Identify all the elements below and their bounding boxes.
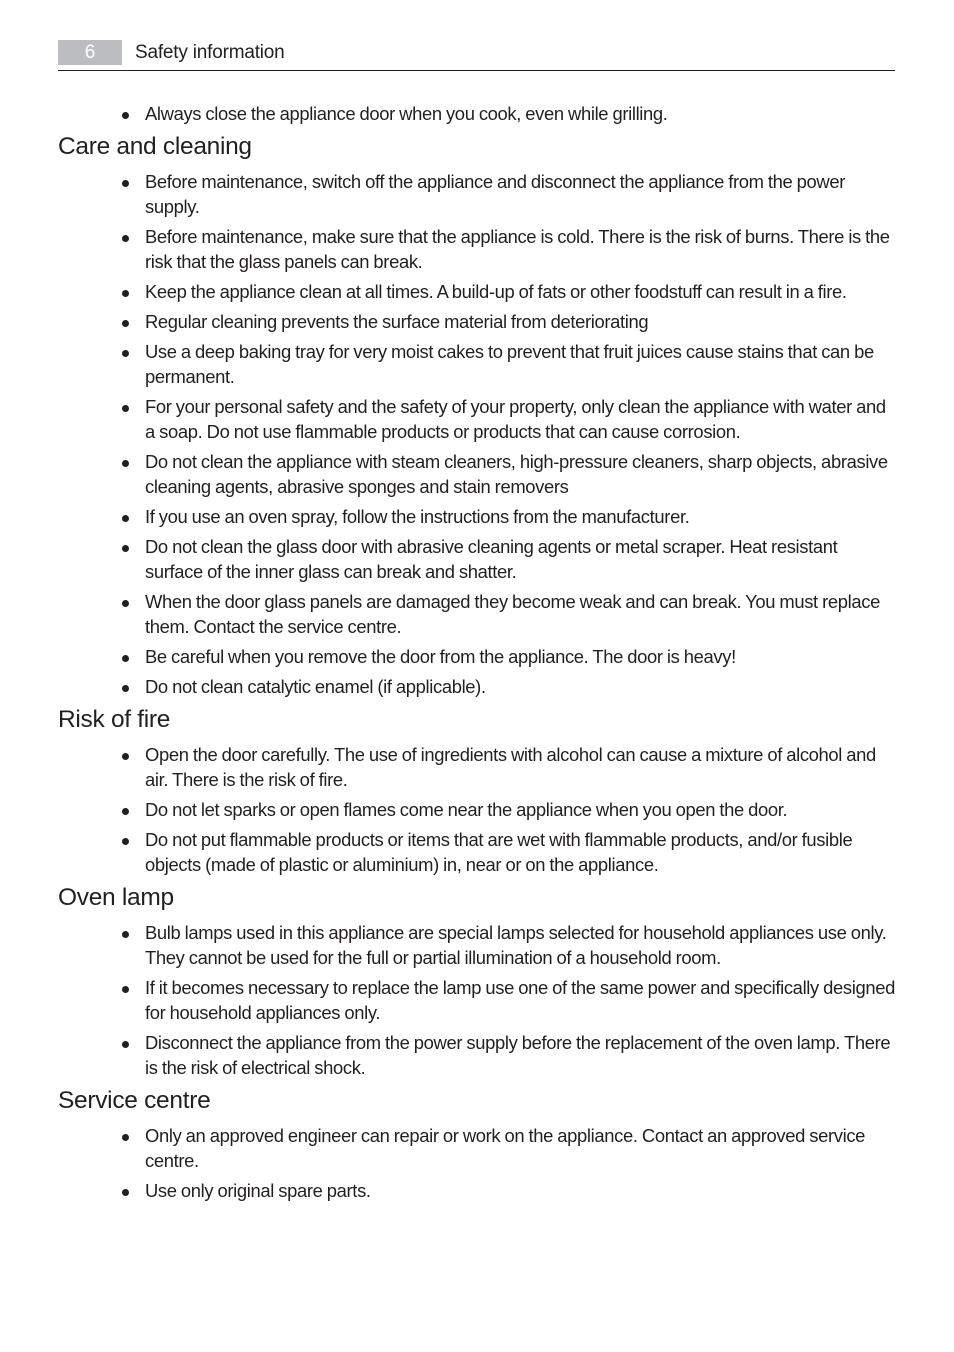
list-item [58,449,898,499]
bullet-icon [122,460,129,467]
page-content [58,101,898,1208]
list-item-text: When the door glass panels are damaged they become weak and can break. You must replace them. Contact the service centre. [145,591,880,637]
bullet-icon [122,1041,129,1048]
list-item [58,674,898,699]
bullet-icon [122,986,129,993]
list-item [58,1178,898,1203]
bullet-icon [122,180,129,187]
list-item-text: Do not let sparks or open flames come near the appliance when you open the door. [145,799,788,820]
list-item [58,339,898,389]
service-centre-list [58,1123,898,1203]
bullet-icon [122,1189,129,1196]
bullet-icon [122,655,129,662]
bullet-icon [122,1134,129,1141]
page-number: 6 [58,40,122,65]
list-item-text: If it becomes necessary to replace the lamp use one of the same power and specifically designed for household appliances only. [145,977,895,1023]
bullet-icon [122,350,129,357]
bullet-icon [122,320,129,327]
list-item [58,504,898,529]
list-item [58,309,898,334]
list-item [58,169,898,219]
list-item [58,224,898,274]
risk-of-fire-list [58,742,898,877]
list-item [58,920,898,970]
bullet-icon [122,808,129,815]
list-item [58,589,898,639]
bullet-icon [122,112,129,119]
bullet-icon [122,600,129,607]
bullet-icon [122,290,129,297]
list-item [58,644,898,669]
list-item-text: For your personal safety and the safety of your property, only clean the appliance with water and a soap. Do not use flammable products or products that can cause corrosion. [145,396,886,442]
list-item [58,1123,898,1173]
list-item [58,797,898,822]
list-item-text: Use only original spare parts. [145,1180,371,1201]
list-item-text: Do not clean the appliance with steam cleaners, high-pressure cleaners, sharp objects, abrasive cleaning agents, abrasive sponges and stain removers [145,451,888,497]
list-item-text: Do not clean the glass door with abrasive cleaning agents or metal scraper. Heat resistant surface of the inner glass can break and shatter. [145,536,838,582]
list-item-text: Keep the appliance clean at all times. A build-up of fats or other foodstuff can result in a fire. [145,281,847,302]
list-item [58,975,898,1025]
care-and-cleaning-list [58,169,898,699]
header-title: Safety information [135,42,285,63]
list-item-text: Bulb lamps used in this appliance are special lamps selected for household appliances use only. They cannot be used for the full or partial illumination of a household room. [145,922,887,968]
list-item-text: Regular cleaning prevents the surface material from deteriorating [145,311,649,332]
page-header [58,40,895,71]
intro-list [58,101,898,126]
list-item [58,534,898,584]
bullet-icon [122,405,129,412]
list-item-text: Open the door carefully. The use of ingredients with alcohol can cause a mixture of alcohol and air. There is the risk of fire. [145,744,876,790]
list-item-text: Only an approved engineer can repair or work on the appliance. Contact an approved service centre. [145,1125,866,1171]
bullet-icon [122,685,129,692]
bullet-icon [122,235,129,242]
section-heading-risk-of-fire: Risk of fire [58,706,171,733]
list-item-text: If you use an oven spray, follow the instructions from the manufacturer. [145,506,690,527]
list-item [58,742,898,792]
list-item-text: Do not clean catalytic enamel (if applicable). [145,676,486,697]
list-item-text: Always close the appliance door when you cook, even while grilling. [145,103,668,124]
list-item [58,394,898,444]
list-item [58,101,898,126]
list-item-text: Be careful when you remove the door from the appliance. The door is heavy! [145,646,736,667]
list-item [58,279,898,304]
list-item-text: Do not put flammable products or items that are wet with flammable products, and/or fusible objects (made of plastic or aluminium) in, near or on the appliance. [145,829,853,875]
section-heading-oven-lamp: Oven lamp [58,884,174,911]
oven-lamp-list [58,920,898,1080]
bullet-icon [122,931,129,938]
bullet-icon [122,838,129,845]
bullet-icon [122,753,129,760]
list-item-text: Before maintenance, switch off the appliance and disconnect the appliance from the power supply. [145,171,845,217]
list-item-text: Disconnect the appliance from the power supply before the replacement of the oven lamp. There is the risk of electrical shock. [145,1032,891,1078]
bullet-icon [122,515,129,522]
list-item [58,827,898,877]
section-heading-service-centre: Service centre [58,1087,211,1114]
list-item [58,1030,898,1080]
section-heading-care-and-cleaning: Care and cleaning [58,133,252,160]
bullet-icon [122,545,129,552]
list-item-text: Before maintenance, make sure that the appliance is cold. There is the risk of burns. There is the risk that the glass panels can break. [145,226,890,272]
list-item-text: Use a deep baking tray for very moist cakes to prevent that fruit juices cause stains that can be permanent. [145,341,874,387]
